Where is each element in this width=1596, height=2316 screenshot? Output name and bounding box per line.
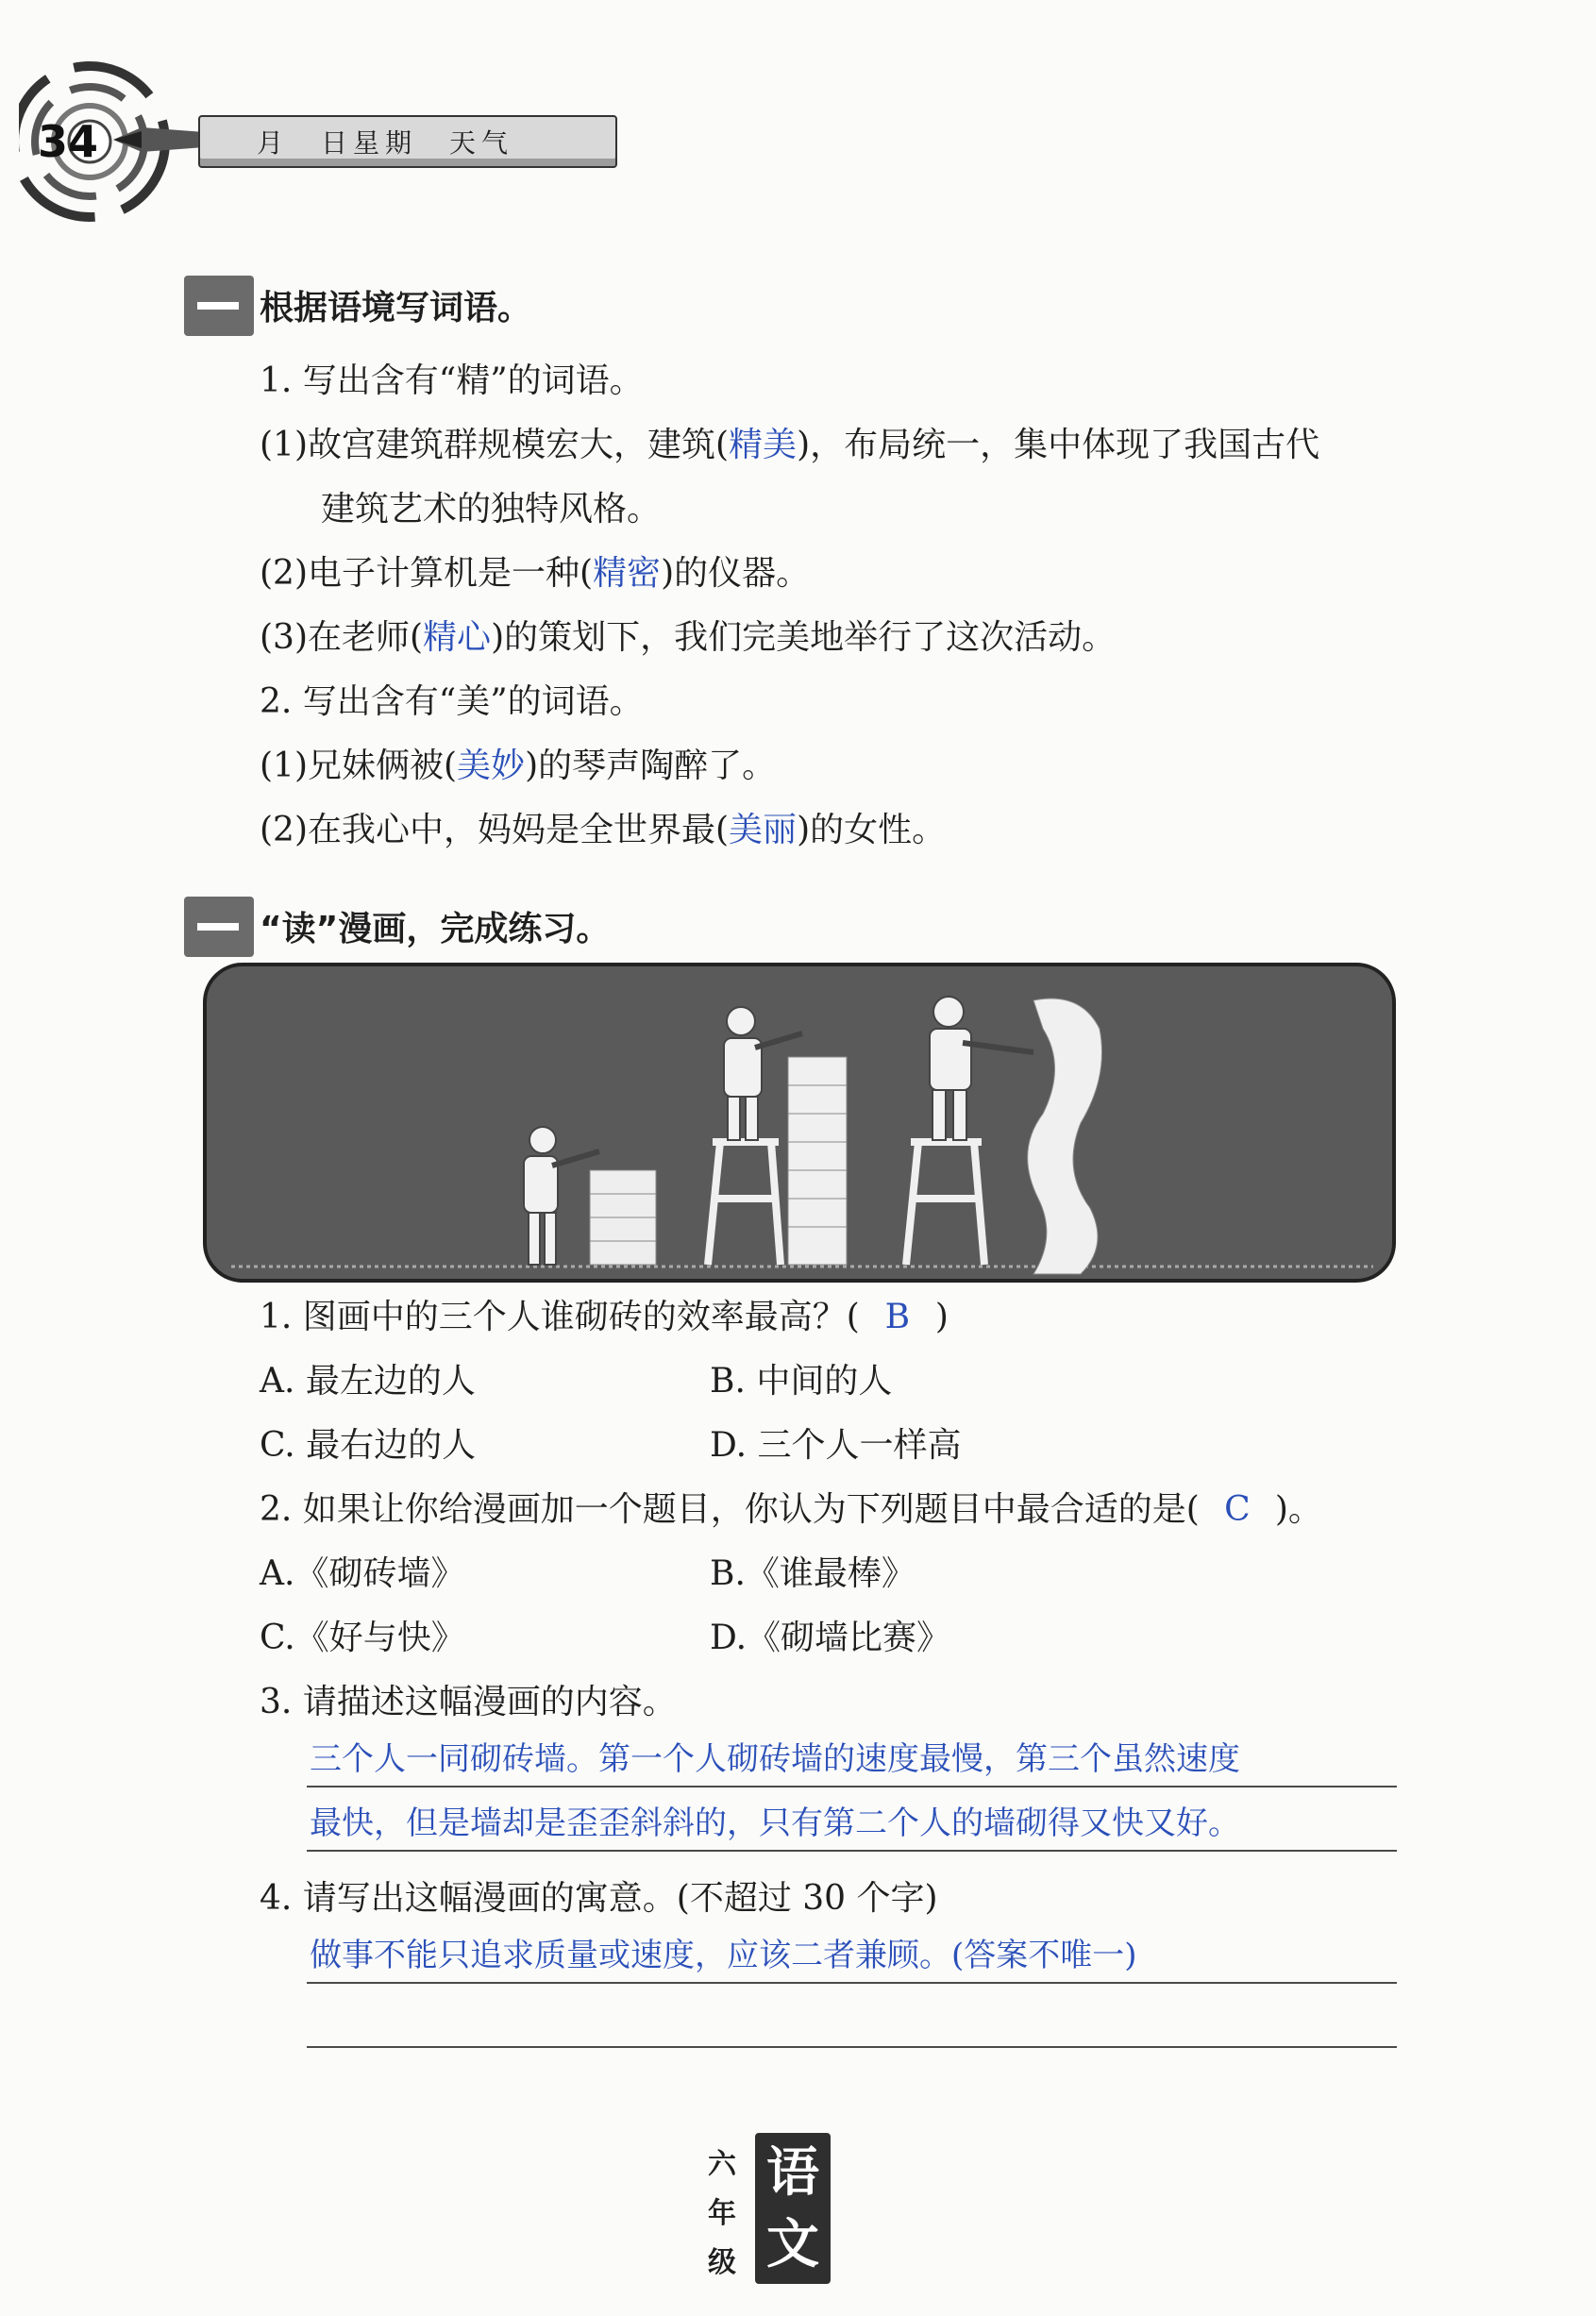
s2-q1-option-b: B. 中间的人: [710, 1362, 893, 1401]
grade-label: 六 年 级: [708, 2148, 736, 2279]
answer-text: 美丽: [729, 811, 798, 849]
s1-q1-stem: 1. 写出含有“精”的词语。: [260, 361, 644, 400]
answer-text: 精心: [423, 618, 492, 657]
answer-text: 美妙: [457, 747, 526, 785]
s2-q1-stem: 1. 图画中的三个人谁砌砖的效率最高？( B ): [260, 1295, 949, 1340]
section-one-header: [184, 276, 750, 336]
section-one-badge: [184, 276, 254, 336]
section-one-title: 根据语境写词语。: [260, 289, 532, 327]
answer-text: 精密: [593, 554, 662, 593]
s1-q2-item-1: (1)兄妹俩被(美妙)的琴声陶醉了。: [260, 747, 777, 785]
s1-q1-item-1: (1)故宫建筑群规模宏大，建筑(精美)，布局统一，集中体现了我国古代: [260, 426, 1320, 464]
s2-q3-answer-line-2: 最快，但是墙却是歪歪斜斜的，只有第二个人的墙砌得又快又好。: [310, 1804, 1240, 1842]
answer-text: 精美: [729, 426, 798, 464]
s2-q2-option-c: C.《好与快》: [260, 1619, 465, 1657]
section-two-header: [184, 897, 750, 957]
s2-q3-stem: 3. 请描述这幅漫画的内容。: [260, 1683, 677, 1721]
subject-tab: 语 文: [755, 2133, 831, 2284]
s2-q1-option-d: D. 三个人一样高: [710, 1426, 962, 1465]
section-two-title: “读”漫画，完成练习。: [260, 910, 611, 948]
s2-q2-option-a: A.《砌砖墙》: [260, 1554, 465, 1593]
short-brick-wall: [590, 1170, 656, 1265]
answer-rule: [307, 1850, 1397, 1852]
s2-q2-stem: 2. 如果让你给漫画加一个题目，你认为下列题目中最合适的是( C )。: [260, 1487, 1322, 1533]
s2-q2-option-d: D.《砌墙比赛》: [710, 1619, 951, 1657]
s1-q1-item-1-cont: 建筑艺术的独特风格。: [321, 490, 662, 529]
answer-text: B: [884, 1298, 911, 1336]
straight-brick-wall: [788, 1057, 847, 1265]
s2-q3-answer-line-1: 三个人一同砌砖墙。第一个人砌砖墙的速度最慢，第三个虽然速度: [310, 1740, 1240, 1778]
s1-q2-stem: 2. 写出含有“美”的词语。: [260, 682, 644, 721]
answer-rule: [307, 2046, 1397, 2048]
s2-q4-stem: 4. 请写出这幅漫画的寓意。(不超过 30 个字): [260, 1879, 938, 1918]
date-weather-fields: 月 日星期 天气: [257, 127, 514, 159]
page-number: 34: [38, 116, 99, 167]
date-weather-bar: [198, 115, 617, 168]
s2-q1-option-c: C. 最右边的人: [260, 1426, 477, 1465]
answer-rule: [307, 1982, 1397, 1984]
answer-rule: [307, 1786, 1397, 1787]
answer-text: C: [1224, 1490, 1251, 1529]
section-two-badge: [184, 897, 254, 957]
s2-q2-option-b: B.《谁最棒》: [710, 1554, 916, 1593]
s1-q2-item-2: (2)在我心中，妈妈是全世界最(美丽)的女性。: [260, 811, 947, 849]
s2-q4-answer-line-1: 做事不能只追求质量或速度，应该二者兼顾。(答案不唯一): [310, 1937, 1137, 1974]
s2-q1-option-a: A. 最左边的人: [260, 1362, 476, 1401]
cartoon-illustration: [203, 963, 1397, 1284]
s1-q1-item-2: (2)电子计算机是一种(精密)的仪器。: [260, 554, 811, 593]
s1-q1-item-3: (3)在老师(精心)的策划下，我们完美地举行了这次活动。: [260, 618, 1117, 657]
